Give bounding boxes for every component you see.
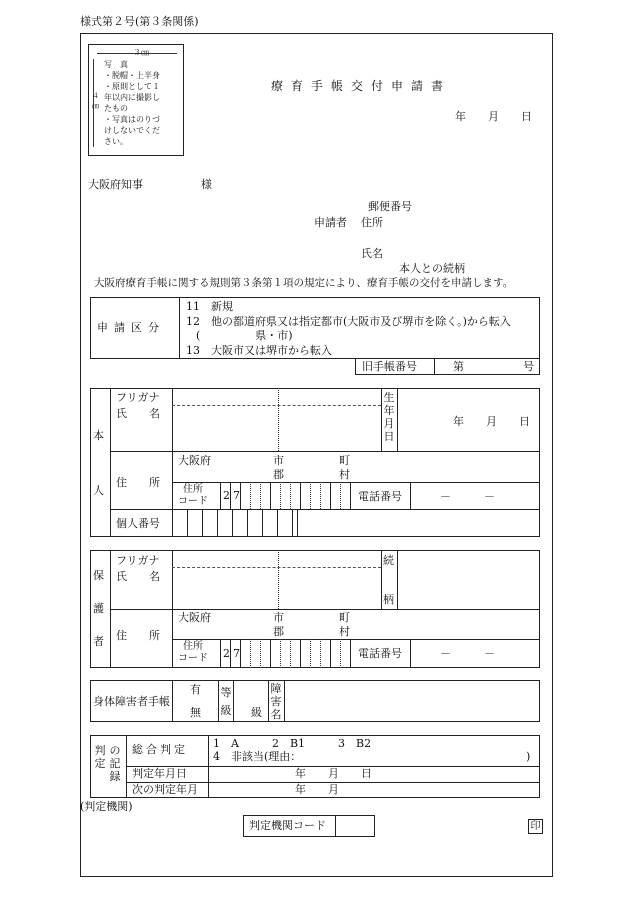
guardian-relation-label-1: 続 [383,554,394,567]
applicant-address-label[interactable]: 住所 [361,216,383,229]
judgement-side-1: 判定 [94,744,106,770]
person-code-input[interactable] [220,482,350,509]
photo-line: ・脱帽・上半身 [104,71,160,80]
guardian-county: 郡 [273,625,284,638]
guardian-address-label: 住 所 [116,629,160,642]
person-code-label-1: 住所 [183,484,203,495]
guardian-town: 町 [339,611,350,624]
old-number-suffix[interactable]: 号 [523,360,534,373]
person-city: 市 [273,454,284,467]
person-phone-label: 電話番号 [358,490,402,503]
person-address-label: 住 所 [116,476,160,489]
overall-judgement-label: 総合判定 [132,743,188,756]
photo-height-label: ４㎝ [92,92,99,110]
disability-none[interactable]: 無 [190,706,201,719]
person-village: 村 [339,468,350,481]
application-date[interactable]: 年 月 日 [455,110,532,123]
category-option-11[interactable]: 11 新規 [186,300,233,313]
judgement-side-2: の記録 [109,744,121,783]
judgement-date-value[interactable]: 年 月 日 [295,767,372,780]
photo-line: ・原則として１ [104,82,160,91]
guardian-city: 市 [273,611,284,624]
person-id-label: 個人番号 [116,517,160,530]
person-furigana-label: フリガナ [116,391,160,404]
photo-instructions [104,59,160,147]
old-number-prefix[interactable]: 第 [453,360,464,373]
photo-line: さい。 [104,137,128,146]
person-prefecture: 大阪府 [178,454,211,467]
guardian-code-digit: 2 [223,647,230,660]
guardian-prefecture: 大阪府 [178,611,211,624]
guardian-furigana-label: フリガナ [116,554,160,567]
next-judgement-label: 次の判定年月 [132,783,198,796]
guardian-phone-label: 電話番号 [358,647,402,660]
overall-judgement-options[interactable]: 1 A 2 B1 3 B2 [213,737,372,750]
person-phone-value[interactable]: － － [440,490,495,503]
photo-line: たもの [104,104,128,113]
photo-line: けしないでくだ [104,126,160,135]
guardian-code-label-2: コード [178,653,208,664]
guardian-village: 村 [339,625,350,638]
overall-judgement-close: ) [526,750,531,763]
category-option-13[interactable]: 13 大阪市又は堺市から転入 [186,344,332,357]
statement: 大阪府療育手帳に関する規則第３条第１項の規定により、療育手帳の交付を申請します。 [94,277,514,289]
person-side-1: 本 [93,429,104,442]
disability-has[interactable]: 有 [190,683,201,696]
person-code-digit: 7 [233,489,240,502]
guardian-code-digit: 7 [233,647,240,660]
guardian-side-3: 者 [93,635,104,648]
form-title: 療育手帳交付申請書 [271,79,452,93]
photo-line: 写 真 [104,60,128,69]
old-number-label: 旧手帳番号 [362,360,417,373]
guardian-name-label: 氏 名 [116,570,160,583]
guardian-relation-label-2: 柄 [383,593,394,606]
person-code-digit: 2 [223,489,230,502]
addressee: 大阪府知事 [88,178,143,191]
guardian-phone-value[interactable]: － － [440,647,495,660]
person-town: 町 [339,454,350,467]
applicant-name-label[interactable]: 氏名 [361,247,383,260]
person-code-label-2: コード [178,496,208,507]
category-option-12[interactable]: 12 他の都道府県又は指定都市(大阪市及び堺市を除く。)から転入 [186,315,511,328]
category-option-12-origin[interactable]: ( 県・市) [196,329,293,342]
person-county: 郡 [273,468,284,481]
person-birth-value[interactable]: 年 月 日 [453,415,530,428]
person-id-input[interactable] [172,509,297,537]
applicant-relation-label[interactable]: 本人との続柄 [399,262,465,275]
judgement-date-label: 判定年月日 [132,767,187,780]
form-number: 様式第２号(第３条関係) [80,15,199,28]
guardian-code-input[interactable] [220,639,350,668]
person-side-2: 人 [93,484,104,497]
guardian-code-label-1: 住所 [183,641,203,652]
guardian-side-1: 保 [93,569,104,582]
disability-grade-suffix[interactable]: 級 [251,706,262,719]
person-birth-label: 生年月日 [383,391,395,443]
disability-label: 身体障害者手帳 [93,695,170,708]
agency-code-label: 判定機関コード [249,819,326,832]
disability-grade-label: 等級 [220,686,232,717]
applicant-label: 申請者 [314,216,347,229]
postal-code-label[interactable]: 郵便番号 [368,200,412,213]
disability-type-label: 障害名 [270,682,282,721]
guardian-side-2: 護 [93,602,104,615]
next-judgement-value[interactable]: 年 月 [295,783,339,796]
category-label: 申請区分 [97,321,165,334]
overall-judgement-reason[interactable]: 4 非該当(理由： [213,750,302,763]
photo-line: 年以内に撮影し [104,93,160,102]
agency-label: (判定機関) [80,800,133,813]
photo-width-label: ３㎝ [133,48,149,57]
photo-box[interactable] [88,44,184,156]
photo-line: ・写真はのりづ [104,115,160,124]
person-name-label: 氏 名 [116,407,160,420]
seal-icon: 印 [528,819,543,834]
addressee-suffix: 様 [201,178,212,191]
